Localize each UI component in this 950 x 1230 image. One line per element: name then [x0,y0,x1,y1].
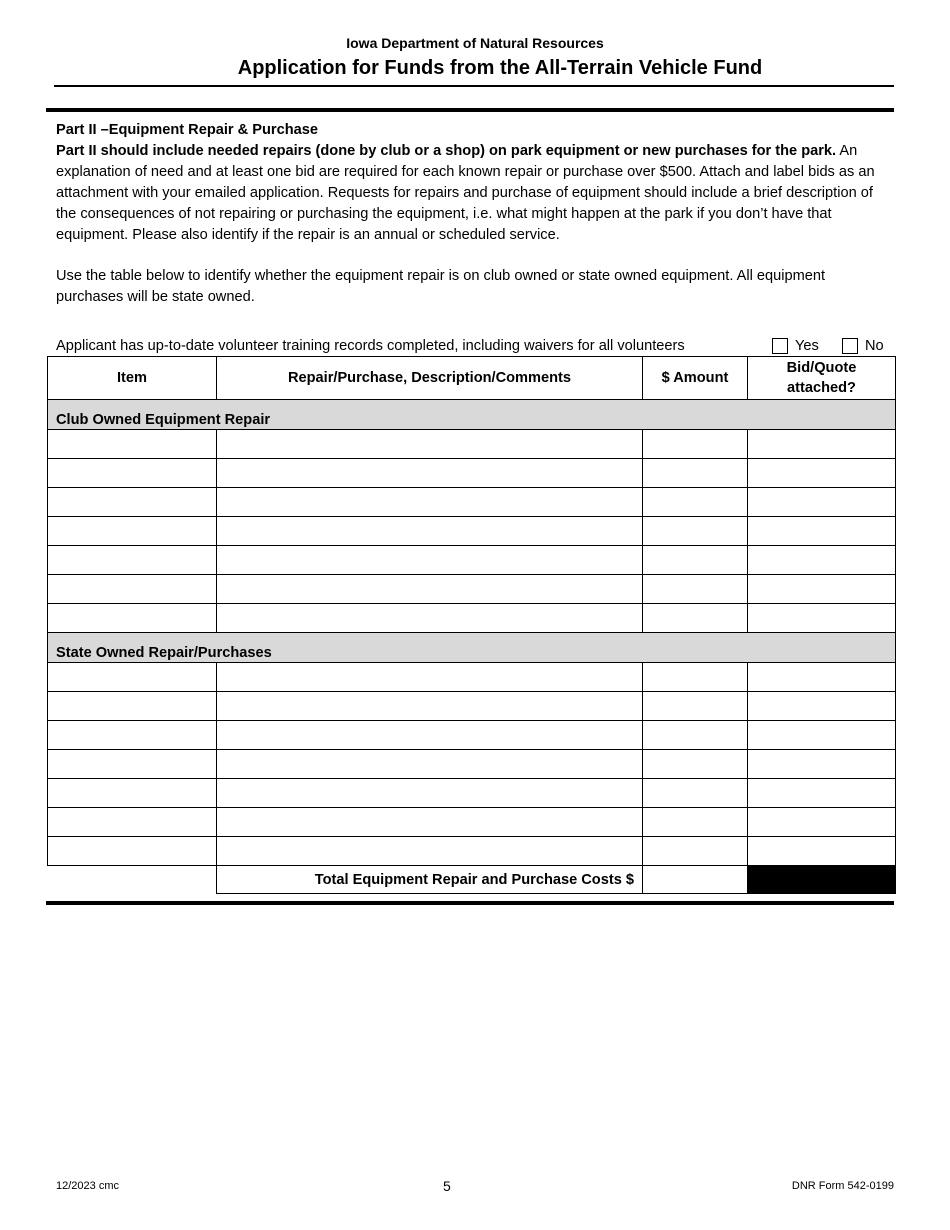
total-row [48,866,896,894]
item-cell[interactable] [48,517,217,546]
training-question-text: Applicant has up-to-date volunteer training records completed, including waivers for all volunteers [56,338,685,354]
description-cell[interactable] [217,721,643,750]
part2-instructions [56,141,888,246]
bid-attached-cell[interactable] [748,488,896,517]
description-cell[interactable] [217,692,643,721]
total-blocked-cell [748,866,896,894]
amount-cell[interactable] [643,837,748,866]
part2-instructions-body: An explanation of need and at least one bid are required for each known repair or purchase over $500. Attach and label bids as an attachment with your emailed application. Requests for repairs and purchase of equipment should include a brief description of the consequences of not repairing or purchasing the equipment, i.e. what might happen at the park if you don’t have that equipment. Please also identify if the repair is an annual or scheduled service. [56,143,875,243]
amount-cell[interactable] [643,750,748,779]
yes-checkbox[interactable] [772,338,788,354]
no-checkbox[interactable] [842,338,858,354]
state-section-row [48,633,896,663]
table-usage-note: Use the table below to identify whether the equipment repair is on club owned or state owned equipment. All equipment purchases will be state owned. [56,268,826,305]
section-bottom-divider [46,901,894,905]
item-cell[interactable] [48,692,217,721]
total-amount-cell[interactable] [643,866,748,894]
item-cell[interactable] [48,546,217,575]
amount-cell[interactable] [643,721,748,750]
table-row [48,604,896,633]
description-cell[interactable] [217,750,643,779]
bid-attached-cell[interactable] [748,546,896,575]
table-row [48,430,896,459]
section-top-divider [46,108,894,112]
item-cell[interactable] [48,430,217,459]
table-row [48,517,896,546]
description-cell[interactable] [217,517,643,546]
bid-header-line2: attached? [787,380,856,396]
bid-attached-cell[interactable] [748,663,896,692]
form-title: Application for Funds from the All-Terrain Vehicle Fund [237,57,763,79]
amount-cell[interactable] [643,575,748,604]
bid-attached-cell[interactable] [748,692,896,721]
agency-name: Iowa Department of Natural Resources [346,35,604,51]
table-row [48,837,896,866]
description-cell[interactable] [217,430,643,459]
description-column-header: Repair/Purchase, Description/Comments [217,357,643,400]
bid-attached-cell[interactable] [748,721,896,750]
amount-cell[interactable] [643,692,748,721]
amount-cell[interactable] [643,808,748,837]
item-cell[interactable] [48,663,217,692]
item-cell[interactable] [48,575,217,604]
table-row [48,750,896,779]
amount-cell[interactable] [643,430,748,459]
amount-cell[interactable] [643,488,748,517]
description-cell[interactable] [217,546,643,575]
amount-cell[interactable] [643,546,748,575]
footer-revision-date: 12/2023 cmc [56,1180,119,1192]
amount-cell[interactable] [643,779,748,808]
table-row [48,575,896,604]
item-cell[interactable] [48,488,217,517]
total-row-spacer [48,866,217,894]
table-row [48,546,896,575]
bid-attached-cell[interactable] [748,750,896,779]
bid-attached-cell[interactable] [748,575,896,604]
table-row [48,692,896,721]
table-row [48,808,896,837]
part2-heading: Part II –Equipment Repair & Purchase [56,122,318,138]
no-checkbox-label: No [865,338,884,354]
item-cell[interactable] [48,459,217,488]
bid-header-line1: Bid/Quote [786,360,857,376]
bid-attached-cell[interactable] [748,837,896,866]
club-section-label: Club Owned Equipment Repair [48,400,896,430]
table-row [48,779,896,808]
item-cell[interactable] [48,779,217,808]
description-cell[interactable] [217,837,643,866]
bid-attached-cell[interactable] [748,604,896,633]
form-number: DNR Form 542-0199 [791,1180,894,1192]
table-row [48,721,896,750]
amount-cell[interactable] [643,459,748,488]
bid-attached-cell[interactable] [748,517,896,546]
table-row [48,488,896,517]
item-cell[interactable] [48,721,217,750]
bid-attached-column-header [748,357,896,400]
description-cell[interactable] [217,663,643,692]
part2-instructions-lead: Part II should include needed repairs (done by club or a shop) on park equipment or new purchases for the park. [56,143,837,159]
item-cell[interactable] [48,808,217,837]
amount-column-header: $ Amount [643,357,748,400]
description-cell[interactable] [217,779,643,808]
amount-cell[interactable] [643,663,748,692]
state-section-label: State Owned Repair/Purchases [48,633,896,663]
description-cell[interactable] [217,459,643,488]
amount-cell[interactable] [643,604,748,633]
page-number: 5 [443,1178,451,1194]
header-divider [54,85,894,87]
description-cell[interactable] [217,488,643,517]
description-cell[interactable] [217,604,643,633]
equipment-table [47,356,896,894]
amount-cell[interactable] [643,517,748,546]
item-cell[interactable] [48,837,217,866]
table-row [48,459,896,488]
item-column-header: Item [48,357,217,400]
bid-attached-cell[interactable] [748,808,896,837]
bid-attached-cell[interactable] [748,430,896,459]
table-header-row [48,357,896,400]
bid-attached-cell[interactable] [748,779,896,808]
training-records-question [56,336,896,356]
item-cell[interactable] [48,604,217,633]
table-row [48,663,896,692]
total-costs-label: Total Equipment Repair and Purchase Costs $ [217,866,643,894]
bid-attached-cell[interactable] [748,459,896,488]
description-cell[interactable] [217,575,643,604]
yes-checkbox-label: Yes [795,338,819,354]
item-cell[interactable] [48,750,217,779]
club-section-row [48,400,896,430]
description-cell[interactable] [217,808,643,837]
